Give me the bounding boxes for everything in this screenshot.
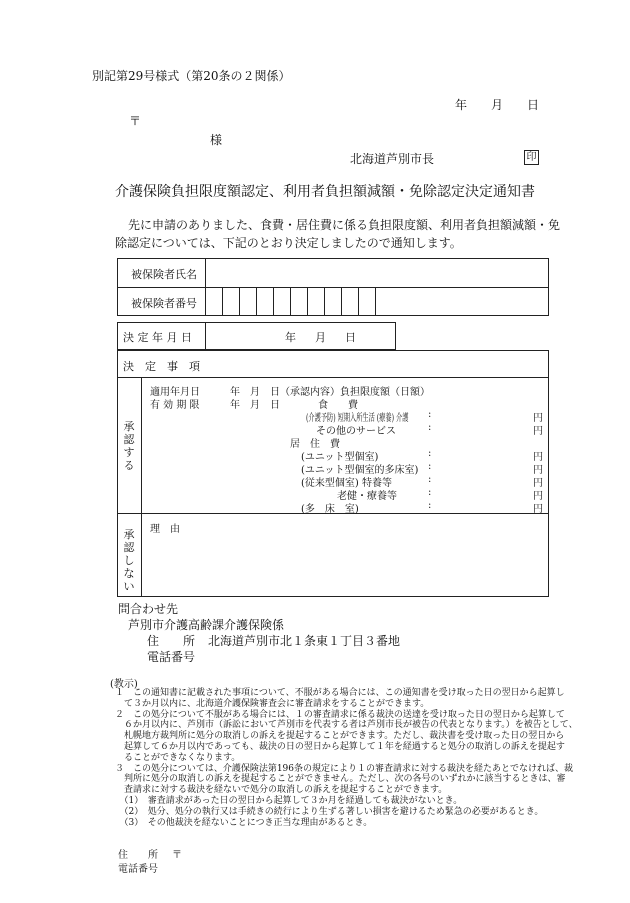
note-line: 判所に処分の取消しの訴えを提起することができません。ただし、次の各号のいずれかに該当するときは、審 [115,774,566,785]
contact-office: 芦別市介護高齢課介護保険係 [128,618,285,632]
insured-number-cell-divider [273,287,274,316]
valid-value: 年 月 日 [230,400,280,411]
row-unit-semi-yen: 円 [533,465,543,476]
decision-year: 年 [285,331,296,344]
notes-heading: (教示) [110,679,138,690]
row-unit-private-colon: : [428,448,432,459]
other-services-yen: 円 [533,426,543,437]
intro-line-2: 除認定については、下記のとおり決定しましたので通知します。 [115,236,462,250]
note-line: ２ この処分について不服がある場合には、１の審査請求に係る裁決の送達を受け取った日の翌日から起算して [115,709,565,720]
contact-phone-label: 電話番号 [147,650,196,664]
row-unit-private-yen: 円 [533,452,543,463]
mayor-name: 北海道芦別市長 [350,152,435,166]
note-line: （2） 処分、処分の執行又は手続きの続行により生ずる著しい損害を避けるため緊急の必要があるとき。 [115,806,544,817]
date-month: 月 [491,98,504,112]
form-id: 別記第29号様式（第20条の２関係） [92,69,291,83]
note-line: ６か月以内に、芦別市（訴訟において芦別市を代表する者は芦別市長が被告の代表となります。）を被告として、 [115,720,578,731]
insured-number-cell-divider [324,287,325,316]
insured-number-cell-divider [341,287,342,316]
row-unit-semi: (ユニット型個室的多床室) [301,465,419,476]
decision-date-label: 決 定 年 月 日 [123,331,192,344]
insured-number-label: 被保険者番号 [131,297,197,310]
row-multi: (多 床 室) [301,504,359,515]
row-health-yen: 円 [533,491,543,502]
note-line: （1） 審査請求があった日の翌日から起算して３か月を経過しても裁決がないとき。 [115,795,463,806]
insured-number-cell-divider [239,287,240,316]
contact-address-label: 住 所 [147,634,196,648]
insured-number-cell-divider [358,287,359,316]
valid-label: 有 効 期 限 [150,400,200,411]
applicable-value: 年 月 日（承認内容）負担限度額（日額） [230,387,430,398]
row-multi-yen: 円 [533,504,543,515]
footer-address-label: 住 所 [118,850,158,861]
note-line: １ この通知書に記載された事項について、不服がある場合には、この通知書を受け取った日の翌日から起算し [115,688,565,698]
note-line: 札幌地方裁判所に処分の取消しの訴えを提起することができます。ただし、裁決書を受け取った日の翌日から [115,731,565,742]
row-health-colon: : [428,487,432,498]
contact-address: 北海道芦別市北１条東１丁目３番地 [208,634,401,648]
row-multi-colon: : [428,500,432,511]
notes-block [115,688,578,828]
reason-label: 理 由 [150,524,180,535]
insured-number-cell-divider [256,287,257,316]
document-title: 介護保険負担限度額認定、利用者負担額減額・免除認定決定通知書 [115,184,535,200]
decision-day: 日 [345,331,356,344]
food-label: 食 費 [318,400,358,411]
short-stay-yen: 円 [533,413,543,424]
applicable-label: 適用年月日 [150,387,200,398]
other-services-colon: : [428,422,432,433]
other-services-label: その他のサービス [316,426,396,437]
note-line: 査請求に対する裁決を経ないで処分の取消しの訴えを提起することができます。 [115,785,448,796]
note-line: 起算して６か月以内であっても、裁決の日の翌日から起算して１年を経過すると処分の取消しの訴えを提起す [115,741,565,752]
decision-month: 月 [315,331,326,344]
row-unit-semi-colon: : [428,461,432,472]
insured-number-cell-divider [290,287,291,316]
approve-label: 承認する [123,420,135,472]
note-line: ることができなくなります。 [115,752,241,763]
insured-name-label: 被保険者氏名 [131,268,197,281]
note-line: て３か月以内に、北海道介護保険審査会に審査請求をすることができます。 [115,698,430,709]
row-unit-private: (ユニット型個室) [301,452,379,463]
row-conventional-colon: : [428,474,432,485]
date-day: 日 [527,98,540,112]
insured-number-cell-divider [307,287,308,316]
housing-label: 居 住 費 [290,439,340,450]
contact-heading: 問合わせ先 [118,602,179,616]
seal-mark: 印 [524,150,539,165]
row-conventional-yen: 円 [533,478,543,489]
postal-mark: 〒 [129,114,142,128]
short-stay-colon: : [428,409,432,420]
insured-number-cell-divider [375,287,376,316]
footer-phone-label: 電話番号 [118,864,158,875]
short-stay-label: (介護予防) 短期入所生活 (療養) 介護 [306,413,409,424]
footer-postal-mark: 〒 [172,850,182,861]
intro-line-1: 先に申請のありました、食費・居住費に係る負担限度額、利用者負担額減額・免 [128,218,561,232]
row-health: 老健・療養等 [337,491,397,502]
row-conventional: (従来型個室) 特養等 [301,478,392,489]
note-line: （3） その他裁決を経ないことにつき正当な理由があるとき。 [115,817,373,828]
insured-number-cell-divider [222,287,223,316]
date-year: 年 [455,98,468,112]
deny-label: 承認しない [123,528,135,593]
decision-matter-label: 決 定 事 項 [123,360,200,373]
note-line: ３ この処分については、介護保険法第196条の規定により１の審査請求に対する裁決を経たあとでなければ、裁 [115,763,574,774]
addressee-sama: 様 [210,133,223,147]
